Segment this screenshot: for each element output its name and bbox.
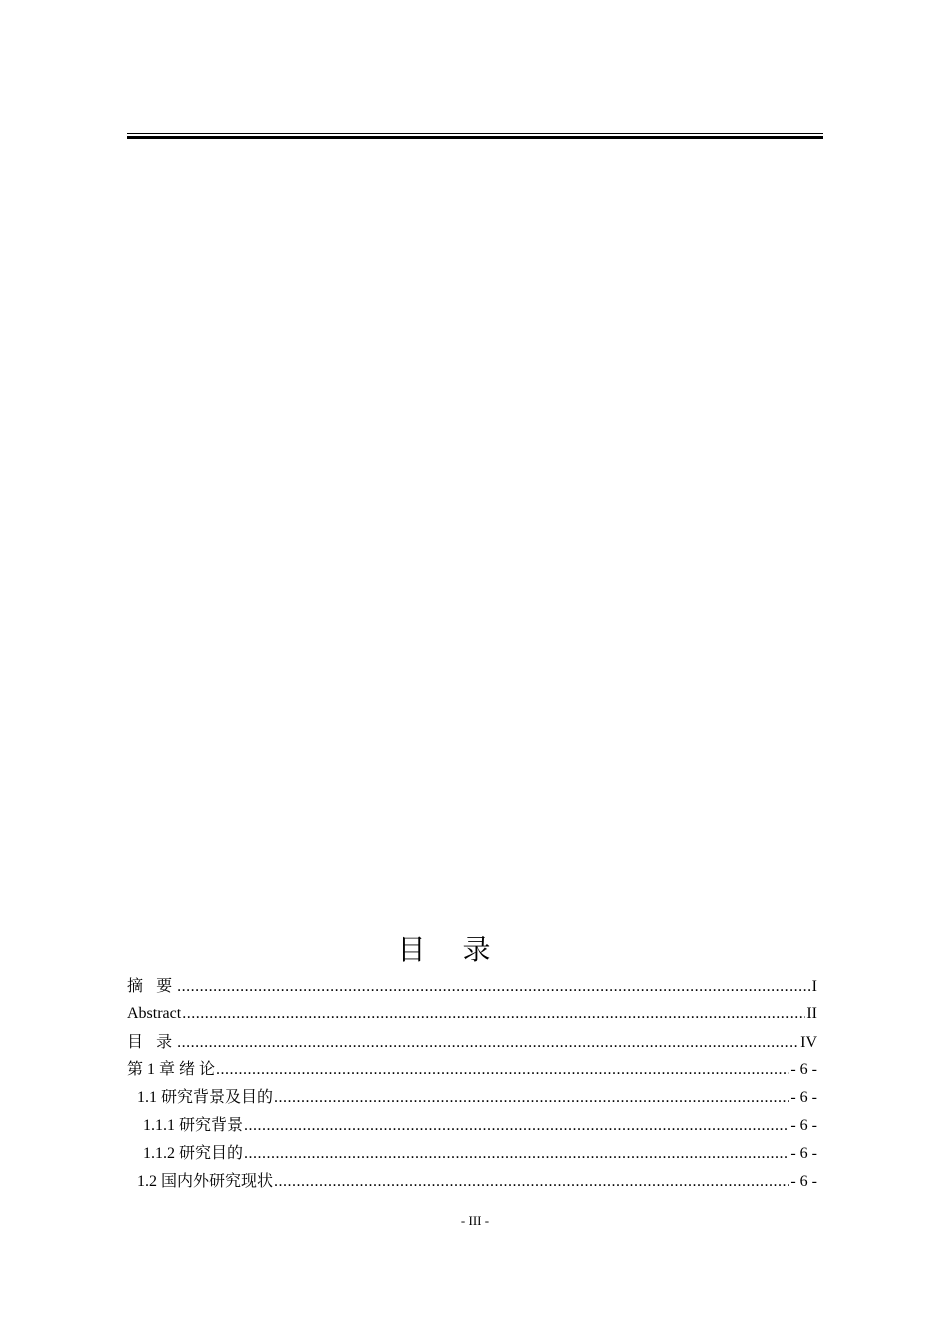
footer-page-number: - III - — [460, 1213, 490, 1228]
toc-leader-dots — [274, 1168, 789, 1196]
toc-entry-abstract-en[interactable] — [127, 1000, 817, 1028]
toc-leader-dots — [274, 1084, 789, 1112]
toc-entry-page: - 6 - — [790, 1117, 817, 1134]
toc-entry-section-1-1-1[interactable] — [127, 1112, 817, 1140]
toc-entry-page: - 6 - — [790, 1061, 817, 1078]
toc-entry-section-1-1[interactable] — [127, 1084, 817, 1112]
toc-entry-abstract-cn[interactable] — [127, 972, 817, 1000]
toc-entry-label: 第 1 章 绪 论 — [127, 1061, 216, 1078]
toc-leader-dots — [182, 1000, 805, 1028]
toc-entry-page: I — [811, 978, 817, 995]
toc-entry-label: 目 录 — [127, 1032, 177, 1051]
toc-leader-dots — [244, 1112, 789, 1140]
toc-title: 目 录 — [397, 933, 505, 966]
toc-entry-page: - 6 - — [790, 1145, 817, 1162]
toc-leader-dots — [177, 1029, 799, 1057]
toc-entry-label: 摘 要 — [127, 976, 177, 995]
header-double-rule — [127, 133, 823, 139]
header-rule-thick-line — [127, 136, 823, 139]
toc-entry-label: 1.1.2 研究目的 — [143, 1145, 244, 1162]
toc-entry-label: 1.1 研究背景及目的 — [137, 1089, 274, 1106]
toc-leader-dots — [177, 973, 811, 1001]
toc-leader-dots — [244, 1140, 789, 1168]
toc-entry-page: II — [806, 1005, 817, 1022]
header-rule-thin-line — [127, 133, 823, 134]
toc-entry-chapter-1[interactable] — [127, 1056, 817, 1084]
toc-entry-section-1-2[interactable] — [127, 1168, 817, 1196]
table-of-contents — [127, 972, 817, 1196]
toc-entry-label: Abstract — [127, 1005, 182, 1022]
toc-entry-page: - 6 - — [790, 1089, 817, 1106]
toc-leader-dots — [216, 1056, 789, 1084]
toc-entry-section-1-1-2[interactable] — [127, 1140, 817, 1168]
toc-entry-label: 1.2 国内外研究现状 — [137, 1173, 274, 1190]
toc-entry-label: 1.1.1 研究背景 — [143, 1117, 244, 1134]
toc-entry-contents[interactable] — [127, 1028, 817, 1056]
toc-entry-page: - 6 - — [790, 1173, 817, 1190]
toc-entry-page: IV — [800, 1034, 817, 1051]
